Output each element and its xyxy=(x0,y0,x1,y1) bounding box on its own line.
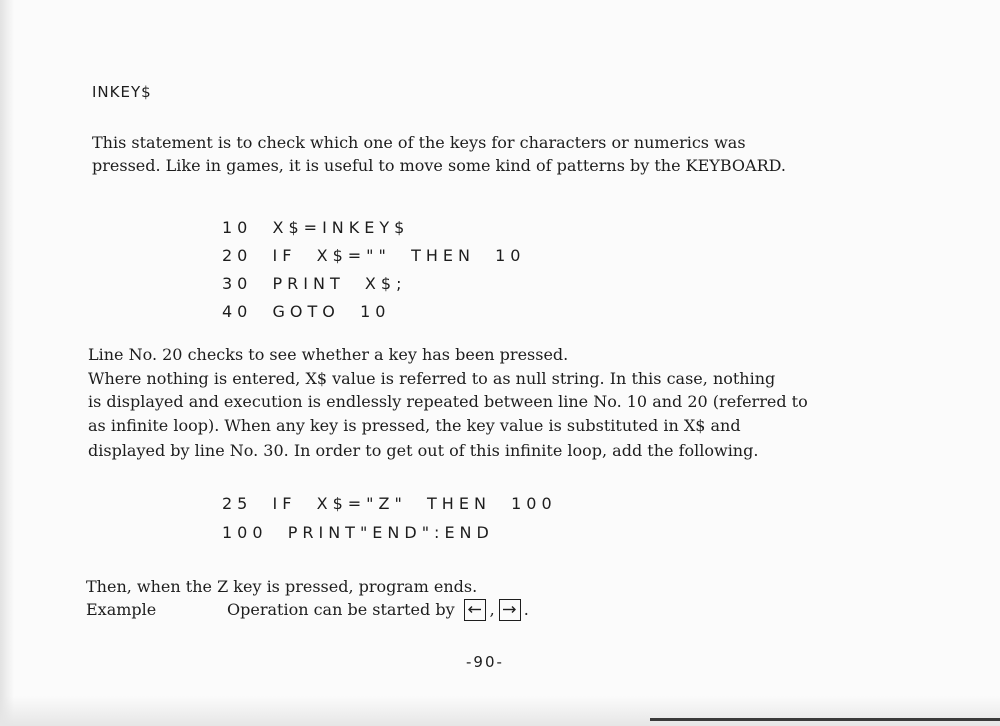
page-number: -90- xyxy=(466,653,504,671)
code-line-10: 10 X$=INKEY$ xyxy=(222,218,410,237)
code-line-100: 100 PRINT"END":END xyxy=(222,523,494,542)
code-line-40: 40 GOTO 10 xyxy=(222,302,391,321)
example-row xyxy=(86,599,529,621)
example-text: Operation can be started by xyxy=(227,600,455,619)
explanation-line-2: Where nothing is entered, X$ value is referred to as null string. In this case, nothing xyxy=(88,369,776,388)
page-edge-shadow xyxy=(0,0,14,726)
example-end: . xyxy=(523,600,529,619)
bottom-rule xyxy=(650,718,1000,721)
explanation-line-5: displayed by line No. 30. In order to get out of this infinite loop, add the following. xyxy=(88,441,759,460)
intro-line-1: This statement is to check which one of the keys for characters or numerics was xyxy=(92,133,746,152)
explanation-line-1: Line No. 20 checks to see whether a key has been pressed. xyxy=(88,345,569,364)
page-bottom-shadow xyxy=(0,696,1000,726)
code-line-30: 30 PRINT X$; xyxy=(222,274,407,293)
right-arrow-key-icon xyxy=(499,599,521,621)
code-line-20: 20 IF X$="" THEN 10 xyxy=(222,246,526,265)
example-separator: , xyxy=(489,600,495,619)
example-label: Example xyxy=(86,600,157,619)
section-heading: INKEY$ xyxy=(92,83,152,101)
explanation-line-4: as infinite loop). When any key is pressed, the key value is substituted in X$ and xyxy=(88,416,741,435)
intro-line-2: pressed. Like in games, it is useful to move some kind of patterns by the KEYBOARD. xyxy=(92,156,786,175)
code-line-25: 25 IF X$="Z" THEN 100 xyxy=(222,494,557,513)
explanation-line-3: is displayed and execution is endlessly repeated between line No. 10 and 20 (referred to xyxy=(88,392,808,411)
left-arrow-key-icon xyxy=(464,599,486,621)
closing-line: Then, when the Z key is pressed, program ends. xyxy=(86,577,478,596)
